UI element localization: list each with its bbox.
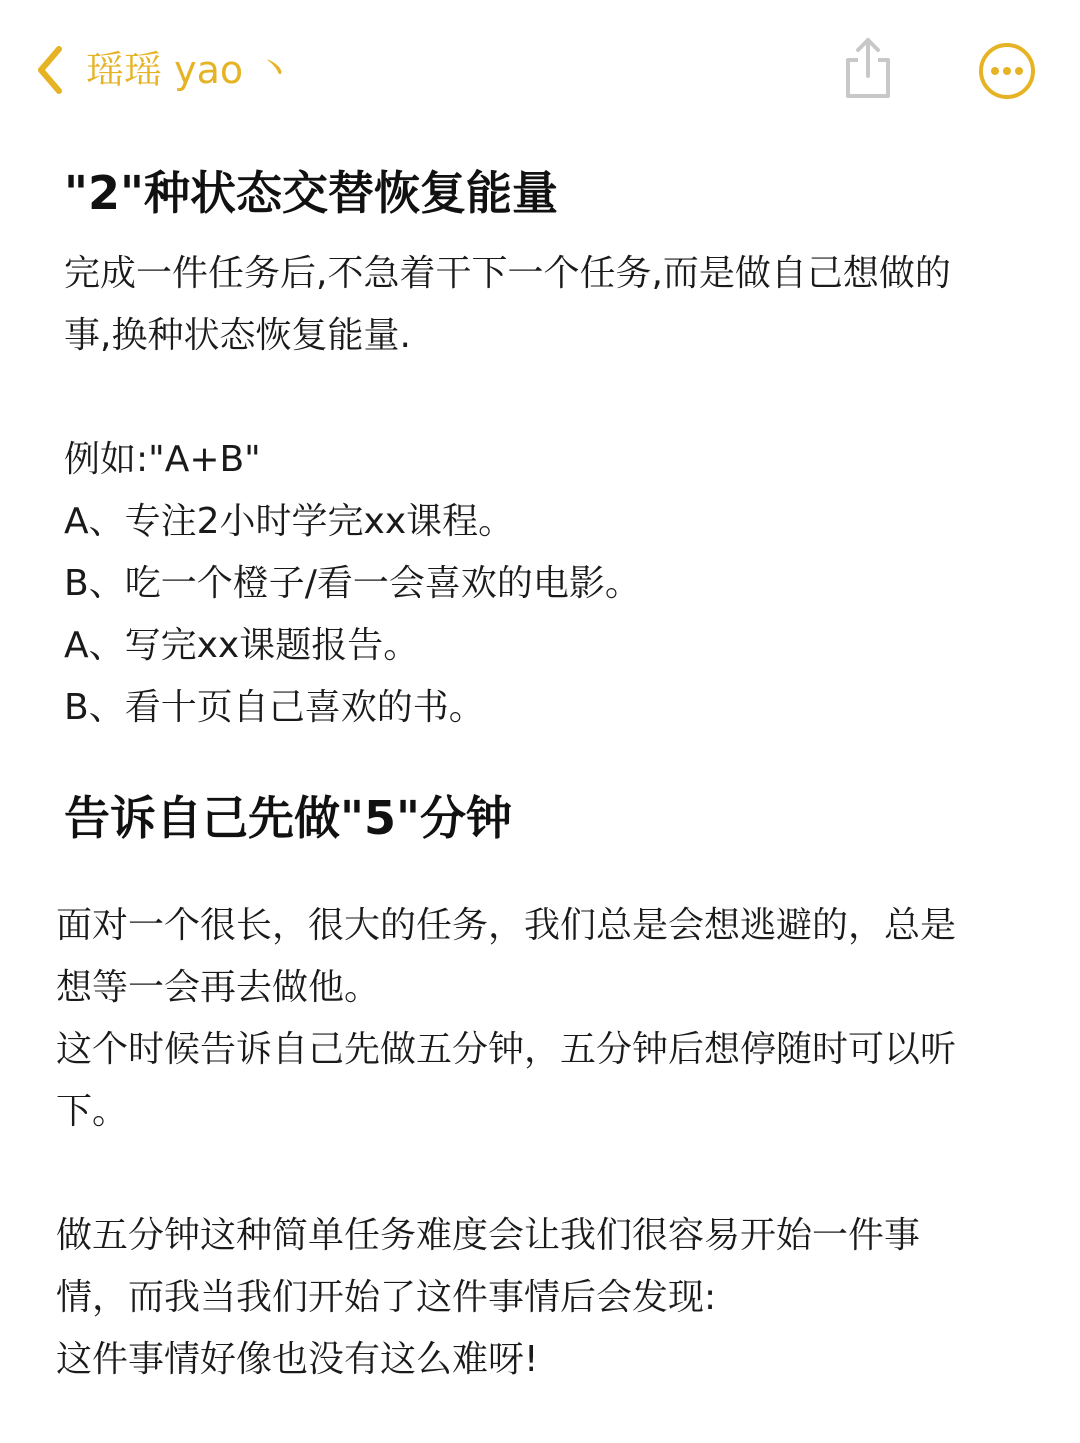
example-title: 例如:"A+B" (64, 439, 261, 480)
section2-paragraph-line: 这个时候告诉自己先做五分钟，五分钟后想停随时可以听 (56, 1029, 957, 1070)
chevron-left-icon (30, 42, 70, 98)
section2-paragraph-line: 做五分钟这种简单任务难度会让我们很容易开始一件事 (56, 1215, 921, 1256)
share-icon (842, 36, 894, 100)
example-item: A、专注2小时学完xx课程。 (64, 501, 515, 542)
section1-heading: "2"种状态交替恢复能量 (64, 166, 558, 220)
section2-paragraph-line: 面对一个很长，很大的任务，我们总是会想逃避的，总是 (56, 905, 957, 946)
example-item: B、看十页自己喜欢的书。 (64, 687, 485, 728)
section1-paragraph-line: 事,换种状态恢复能量. (64, 315, 411, 356)
section2-paragraph-line: 下。 (56, 1091, 129, 1132)
section2-paragraph-line: 情，而我当我们开始了这件事情后会发现: (56, 1277, 717, 1318)
example-item: B、吃一个橙子/看一会喜欢的电影。 (64, 563, 641, 604)
section2-heading: 告诉自己先做"5"分钟 (64, 791, 512, 845)
section2-paragraph-line: 这件事情好像也没有这么难呀! (56, 1339, 539, 1380)
back-button-label: 瑶瑶 yao 丶 (86, 48, 294, 92)
navigation-bar (0, 0, 1080, 140)
share-button[interactable] (842, 36, 894, 100)
back-button[interactable] (30, 38, 293, 102)
more-button[interactable] (978, 42, 1036, 100)
more-horizontal-icon (978, 42, 1036, 100)
section2-paragraph-line: 想等一会再去做他。 (56, 967, 381, 1008)
section1-paragraph-line: 完成一件任务后,不急着干下一个任务,而是做自己想做的 (64, 253, 951, 294)
example-item: A、写完xx课题报告。 (64, 625, 420, 666)
